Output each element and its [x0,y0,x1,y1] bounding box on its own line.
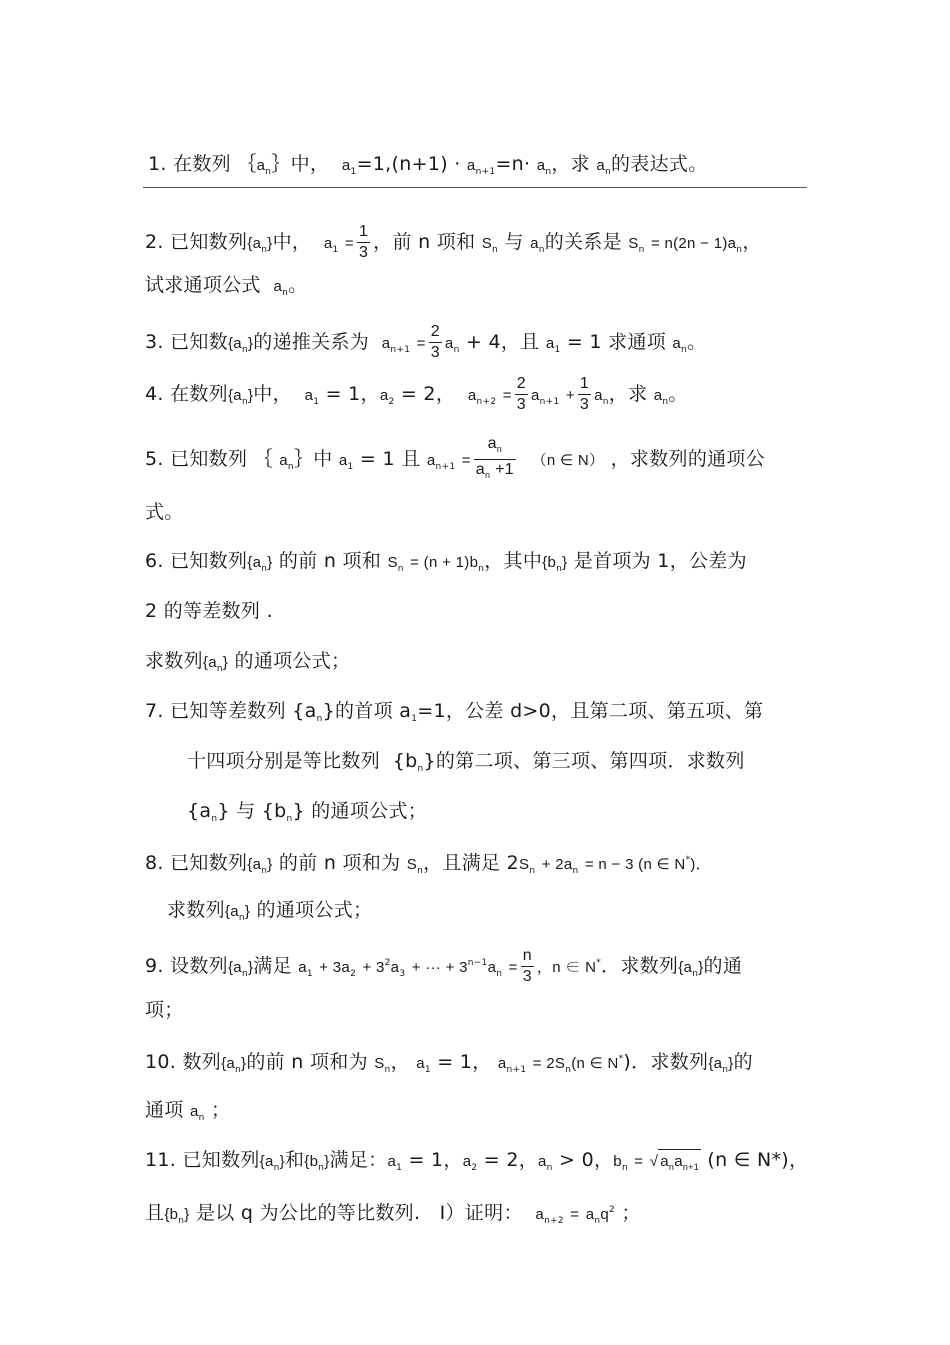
fraction-recurrence: $\frac{a_n}{a_n +1}$ [475,435,514,480]
square-root: √ $a_na_{n+1}$ [650,1149,701,1179]
problem-11: 11. 已知数列$\{a_n\}$和$\{b_n\}$满足：$a_1 = 1$，$a_2 = 2$，$a_n > 0$，$b_n$ = √ $a_na_{n+1}$ (n ∈ N*)， [145,1148,808,1180]
problem-2: 2. 已知数列$\{a_n\}$中， $a_1$ = $\frac{1}{3}$ ，前 n 项和 $S_n$ 与 $a_n$的关系是 $S_n = n(2n - 1)a_n$， [145,223,762,261]
problem-1: 1. 在数列 $\{a_n\}$中， $a_1=1,(n+1) \cdot a_{n+1}=n\cdot a_n$，求 $a_n$的表达式。 [148,153,708,177]
problem-4: 4. 在数列$\{a_n\}$中， $a_1 = 1$，$a_2 = 2$， $a_{n+2}$ = $\frac{2}{3}$ $a_{n+1}$ + $\frac{1}{3}$ $a_n$，求 $a_n$。 [145,375,688,413]
problem-number: 1. [148,153,167,175]
fraction-two-thirds: $\frac{2}{3}$ [430,323,440,361]
problem-9: 9. 设数列$\{a_n\}$满足 $a_1 + 3a_2 + 3^2a_3$ + ··· + $3^{n-1}a_n$ = $\frac{n}{3}$ ，n ∈ N*．求数列$\{a_n\}$的通 [145,947,743,985]
problem-8-line-2: 求数列$\{a_n\}$ 的通项公式； [167,899,373,923]
divider-line [143,187,807,188]
fraction-one-third: $\frac{1}{3}$ [358,223,369,261]
problem-3: 3. 已知数$\{a_n\}$的递推关系为 $a_{n+1}$ = $\frac{2}{3}$ $a_n + 4$，且 $a_1 = 1$ 求通项 $a_n$。 [145,323,707,361]
problem-2-line-2: 试求通项公式 $a_n$。 [145,274,308,298]
problem-7: 7. 已知等差数列 $\{a_n\}$的首项 $a_1=1$，公差 d>0，且第二项、第五项、第 [145,700,764,724]
problem-8: 8. 已知数列$\{a_n\}$ 的前 n 项和为 $S_n$，且满足 $2S_n + 2a_n = n - 3$ (n ∈ N*)． [145,852,711,876]
problem-6-line-3: 求数列$\{a_n\}$ 的通项公式； [145,650,351,674]
fraction-two-thirds: $\frac{2}{3}$ [516,375,526,413]
problem-5-line-2: 式。 [145,501,184,523]
problem-10: 10. 数列$\{a_n\}$的前 n 项和为 $S_n$， $a_1 = 1$， $a_{n+1} = 2S_n(n$ ∈ N*)．求数列$\{a_n\}$的 [145,1051,753,1075]
problem-5: 5. 已知数列 ｛ $a_n\}$中 $a_1 = 1$ 且 $a_{n+1}$ = $\frac{a_n}{a_n +1}$ （n ∈ N） ，求数列的通项公 [145,434,765,485]
problem-6: 6. 已知数列$\{a_n\}$ 的前 n 项和 $S_n = (n + 1)b_n$，其中$\{b_n\}$ 是首项为 1，公差为 [145,550,747,574]
fraction-n-over-3: $\frac{n}{3}$ [522,947,532,985]
problem-11-line-2: 且$\{b_n\}$ 是以 q 为公比的等比数列. I）证明： $a_{n+2} = a_nq^2$ ； [145,1202,641,1226]
problem-9-line-2: 项； [145,999,184,1021]
problem-6-line-2: 2 的等差数列 . [145,600,273,622]
fraction-one-third: $\frac{1}{3}$ [579,375,590,413]
problem-7-line-3: $\{a_n\}$ 与 $\{b_n\}$ 的通项公式； [187,800,428,824]
problem-7-line-2: 十四项分别是等比数列 $\{b_n\}$的第二项、第三项、第四项．求数列 [187,750,745,774]
problem-10-line-2: 通项 $a_n$ ； [145,1099,231,1123]
